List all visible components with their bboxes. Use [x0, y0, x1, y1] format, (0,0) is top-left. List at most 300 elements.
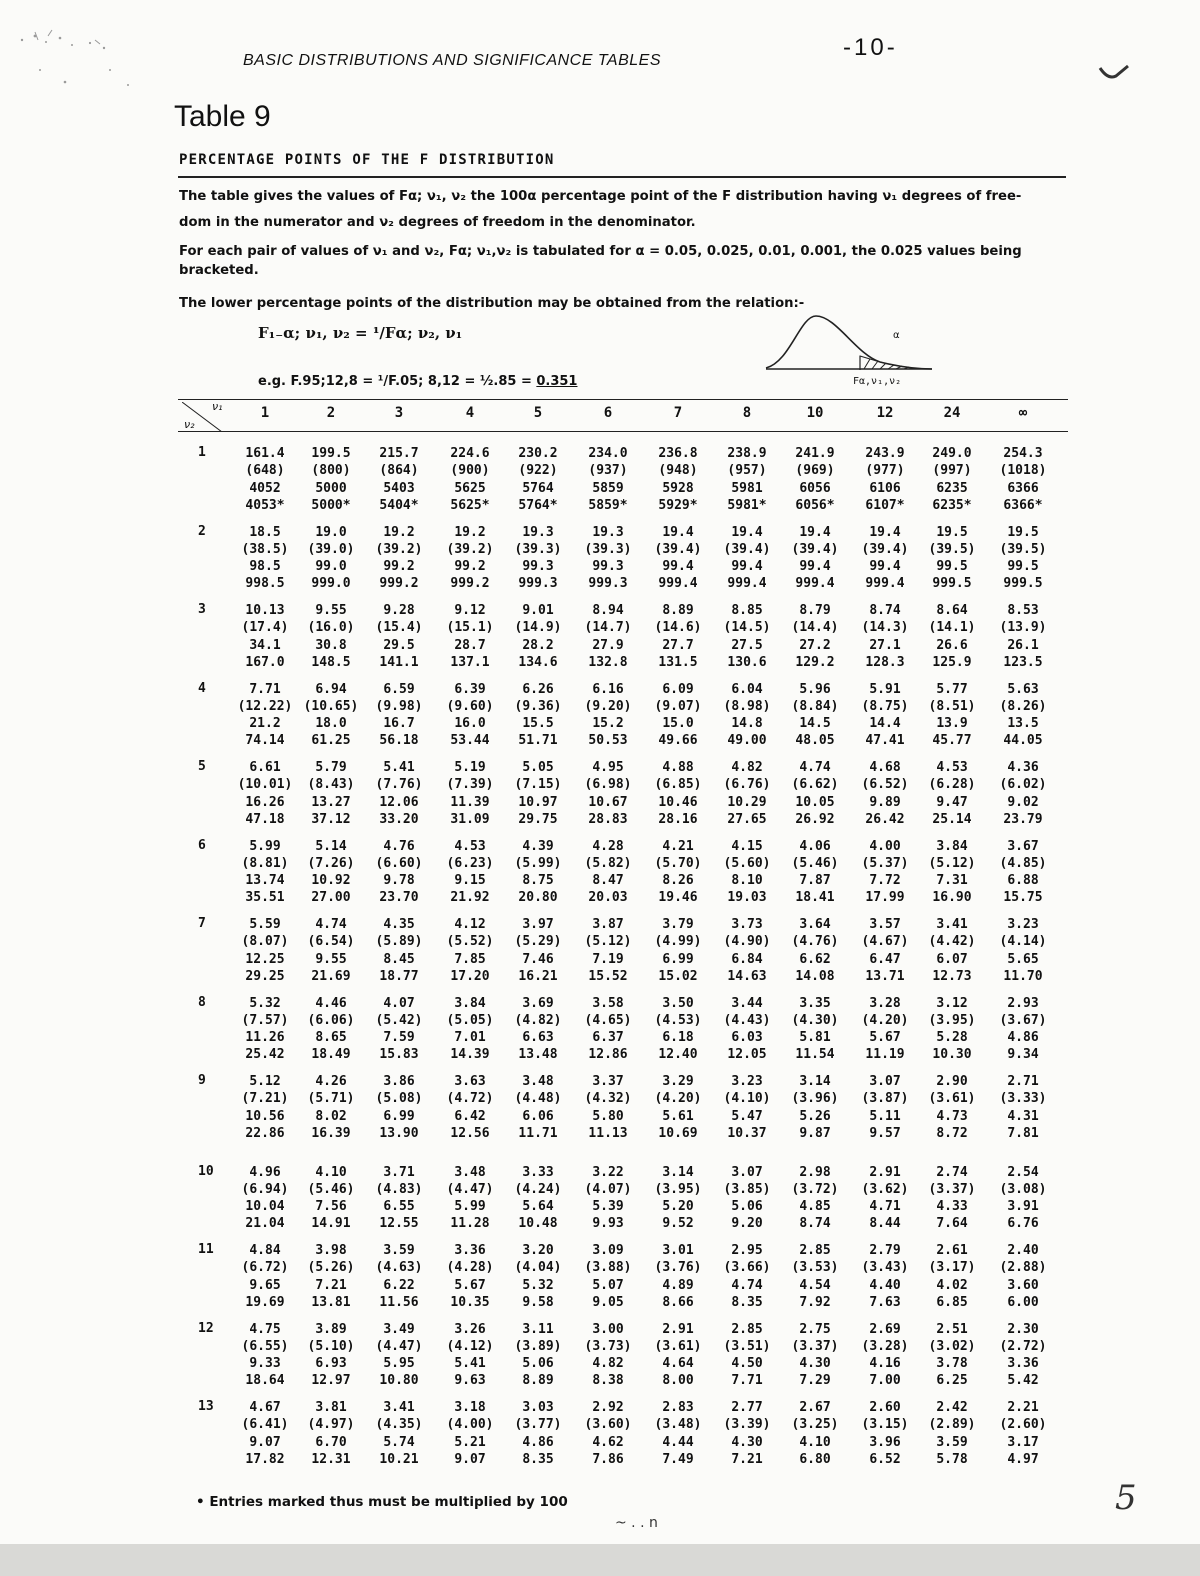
- value-alpha-0025: (977): [865, 463, 905, 479]
- value-alpha-005: 4.53: [454, 838, 486, 854]
- value-alpha-0001: 8.89: [522, 1373, 554, 1389]
- value-alpha-0001: 14.63: [727, 968, 767, 984]
- row-label-nu2: 6: [198, 837, 206, 853]
- value-alpha-001: 5.47: [731, 1108, 763, 1124]
- value-alpha-005: 4.07: [383, 995, 415, 1011]
- table-row-block: [178, 916, 1068, 988]
- value-alpha-0025: (5.46): [791, 855, 839, 871]
- value-alpha-0025: (7.21): [241, 1091, 289, 1107]
- row-label-nu2: 4: [198, 680, 206, 696]
- value-alpha-005: 241.9: [795, 446, 835, 461]
- table-cell: [711, 445, 783, 514]
- table-cell: [434, 1321, 506, 1390]
- value-alpha-0001: 8.66: [662, 1294, 694, 1310]
- value-alpha-001: 6.62: [799, 951, 831, 967]
- row-label-nu2: 12: [198, 1320, 214, 1336]
- value-alpha-001: 5.20: [662, 1199, 694, 1215]
- pencil-scribble: ~ . . n: [615, 1515, 658, 1531]
- value-alpha-005: 19.4: [662, 524, 694, 540]
- value-alpha-001: 5625: [454, 480, 486, 496]
- value-alpha-0001: 999.2: [379, 576, 419, 592]
- table-cell: [434, 1073, 506, 1142]
- value-alpha-001: 99.4: [869, 559, 901, 575]
- value-alpha-001: 29.5: [383, 637, 415, 653]
- value-alpha-0025: (4.00): [446, 1417, 494, 1433]
- table-cell: [572, 995, 644, 1064]
- value-alpha-0025: (4.12): [446, 1338, 494, 1354]
- value-alpha-0001: 19.03: [727, 890, 767, 906]
- row-label-nu2: 13: [198, 1399, 214, 1414]
- table-cell: [916, 759, 988, 828]
- value-alpha-005: 2.30: [1007, 1321, 1039, 1337]
- table-cell: [434, 1399, 506, 1468]
- row-label-nu2: 1: [198, 445, 206, 460]
- table-cell: [502, 759, 574, 828]
- value-alpha-0001: 19.46: [658, 890, 698, 906]
- table-cell: [295, 1073, 367, 1142]
- value-alpha-001: 14.8: [731, 716, 763, 732]
- value-alpha-0001: 13.48: [518, 1047, 558, 1063]
- value-alpha-0025: (2.89): [928, 1417, 976, 1433]
- value-alpha-0025: (7.76): [375, 777, 423, 793]
- value-alpha-005: 5.05: [522, 760, 554, 775]
- table-cell: [363, 838, 435, 907]
- value-alpha-0001: 5000*: [311, 497, 351, 513]
- table-cell: [711, 759, 783, 828]
- table-cell: [572, 1073, 644, 1142]
- table-row-block: [178, 1164, 1068, 1236]
- value-alpha-0001: 6366*: [1003, 497, 1043, 513]
- value-alpha-0025: (4.24): [514, 1181, 562, 1197]
- value-alpha-005: 4.75: [249, 1321, 281, 1337]
- table-cell: [572, 524, 644, 593]
- value-alpha-005: 3.41: [383, 1400, 415, 1415]
- table-cell: [642, 524, 714, 593]
- table-cell: [779, 838, 851, 907]
- value-alpha-001: 4.86: [522, 1434, 554, 1450]
- value-alpha-001: 4.71: [869, 1199, 901, 1215]
- table-cell: [849, 916, 921, 985]
- value-alpha-0001: 28.16: [658, 811, 698, 827]
- table-cell: [572, 602, 644, 671]
- value-alpha-0025: (3.43): [861, 1260, 909, 1276]
- value-alpha-001: 4.82: [592, 1356, 624, 1372]
- value-alpha-0025: (6.02): [999, 777, 1047, 793]
- value-alpha-0001: 44.05: [1003, 733, 1043, 749]
- value-alpha-001: 8.45: [383, 951, 415, 967]
- value-alpha-005: 3.41: [936, 917, 968, 932]
- value-alpha-001: 11.39: [450, 794, 490, 810]
- value-alpha-0001: 10.35: [450, 1294, 490, 1310]
- value-alpha-005: 4.84: [249, 1243, 281, 1258]
- value-alpha-001: 10.97: [518, 794, 558, 810]
- value-alpha-0025: (3.37): [791, 1338, 839, 1354]
- value-alpha-001: 5.65: [1007, 951, 1039, 967]
- table-cell: [987, 916, 1059, 985]
- table-cell: [502, 1399, 574, 1468]
- value-alpha-0001: 5929*: [658, 497, 698, 513]
- value-alpha-001: 5.95: [383, 1356, 415, 1372]
- value-alpha-0025: (4.47): [375, 1338, 423, 1354]
- value-alpha-0025: (4.30): [791, 1012, 839, 1028]
- value-alpha-005: 3.01: [662, 1243, 694, 1258]
- column-header: 6: [603, 405, 613, 421]
- value-alpha-001: 34.1: [249, 637, 281, 653]
- value-alpha-001: 4.33: [936, 1199, 968, 1215]
- value-alpha-005: 4.46: [315, 995, 347, 1011]
- row-label-nu2: 8: [198, 994, 206, 1010]
- value-alpha-005: 19.2: [383, 524, 415, 540]
- value-alpha-0001: 11.70: [1003, 968, 1043, 984]
- value-alpha-0025: (39.4): [791, 541, 839, 557]
- value-alpha-0001: 16.90: [932, 890, 972, 906]
- table-cell: [987, 995, 1059, 1064]
- table-cell: [987, 838, 1059, 907]
- table-cell: [642, 759, 714, 828]
- value-alpha-0001: 10.21: [379, 1451, 419, 1467]
- table-cell: [711, 1321, 783, 1390]
- value-alpha-001: 13.9: [936, 716, 968, 732]
- value-alpha-005: 3.84: [454, 995, 486, 1011]
- value-alpha-0001: 7.64: [936, 1216, 968, 1232]
- table-row-block: [178, 1073, 1068, 1145]
- value-alpha-005: 8.74: [869, 603, 901, 618]
- value-alpha-005: 5.79: [315, 760, 347, 775]
- table-cell: [434, 524, 506, 593]
- value-alpha-001: 99.3: [592, 559, 624, 575]
- value-alpha-0001: 10.69: [658, 1125, 698, 1141]
- value-alpha-0025: (4.90): [723, 934, 771, 950]
- curve-label: Fα,ν₁,ν₂: [853, 376, 902, 387]
- table-row-block: [178, 995, 1068, 1067]
- value-alpha-001: 5764: [522, 480, 554, 496]
- table-cell: [987, 759, 1059, 828]
- table-row-block: [178, 1242, 1068, 1314]
- value-alpha-0001: 17.99: [865, 890, 905, 906]
- value-alpha-0025: (6.06): [307, 1012, 355, 1028]
- value-alpha-0025: (5.12): [584, 934, 632, 950]
- value-alpha-005: 3.14: [799, 1074, 831, 1089]
- value-alpha-0001: 998.5: [245, 576, 285, 592]
- table-cell: [229, 1321, 301, 1390]
- value-alpha-0025: (2.72): [999, 1338, 1047, 1354]
- value-alpha-0001: 8.72: [936, 1125, 968, 1141]
- value-alpha-0001: 123.5: [1003, 654, 1043, 670]
- section-heading: PERCENTAGE POINTS OF THE F DISTRIBUTION: [179, 152, 555, 168]
- value-alpha-001: 7.19: [592, 951, 624, 967]
- value-alpha-0001: 10.48: [518, 1216, 558, 1232]
- value-alpha-0001: 999.4: [727, 576, 767, 592]
- table-cell: [434, 759, 506, 828]
- value-alpha-001: 5.67: [454, 1277, 486, 1293]
- value-alpha-0001: 999.0: [311, 576, 351, 592]
- table-cell: [642, 1073, 714, 1142]
- value-alpha-001: 5.11: [869, 1108, 901, 1124]
- table-cell: [363, 1073, 435, 1142]
- value-alpha-0001: 5.42: [1007, 1373, 1039, 1389]
- value-alpha-001: 14.5: [799, 716, 831, 732]
- value-alpha-001: 4.89: [662, 1277, 694, 1293]
- value-alpha-005: 9.28: [383, 603, 415, 618]
- example-text: e.g. F.95;12,8 = ¹/F.05; 8,12 = ½.85 =: [258, 374, 537, 389]
- value-alpha-001: 27.5: [731, 637, 763, 653]
- value-alpha-005: 3.26: [454, 1321, 486, 1337]
- table-cell: [849, 759, 921, 828]
- value-alpha-0025: (3.67): [999, 1012, 1047, 1028]
- value-alpha-0001: 11.54: [795, 1047, 835, 1063]
- table-cell: [987, 524, 1059, 593]
- value-alpha-001: 99.2: [383, 559, 415, 575]
- value-alpha-0025: (5.37): [861, 855, 909, 871]
- value-alpha-001: 12.25: [245, 951, 285, 967]
- table-cell: [711, 916, 783, 985]
- value-alpha-005: 6.04: [731, 681, 763, 697]
- value-alpha-001: 5.41: [454, 1356, 486, 1372]
- value-alpha-0025: (8.81): [241, 855, 289, 871]
- value-alpha-0025: (14.4): [791, 620, 839, 636]
- value-alpha-001: 7.46: [522, 951, 554, 967]
- value-alpha-005: 3.64: [799, 917, 831, 932]
- table-row-block: [178, 759, 1068, 831]
- value-alpha-001: 7.72: [869, 873, 901, 889]
- table-cell: [363, 1399, 435, 1468]
- value-alpha-005: 19.0: [315, 524, 347, 540]
- value-alpha-0001: 31.09: [450, 811, 490, 827]
- value-alpha-0001: 9.52: [662, 1216, 694, 1232]
- value-alpha-0001: 132.8: [588, 654, 628, 670]
- value-alpha-005: 5.14: [315, 838, 347, 854]
- table-cell: [363, 602, 435, 671]
- table-cell: [502, 916, 574, 985]
- value-alpha-0025: (4.82): [514, 1012, 562, 1028]
- column-header: 2: [326, 405, 336, 421]
- column-header: 1: [260, 405, 270, 421]
- value-alpha-0025: (6.52): [861, 777, 909, 793]
- value-alpha-001: 15.2: [592, 716, 624, 732]
- value-alpha-0001: 51.71: [518, 733, 558, 749]
- table-cell: [711, 681, 783, 750]
- column-header: 12: [876, 405, 894, 421]
- value-alpha-0025: (39.2): [375, 541, 423, 557]
- value-alpha-0001: 14.08: [795, 968, 835, 984]
- value-alpha-0025: (957): [727, 463, 767, 479]
- value-alpha-005: 2.69: [869, 1321, 901, 1337]
- value-alpha-0001: 50.53: [588, 733, 628, 749]
- value-alpha-0025: (39.4): [654, 541, 702, 557]
- value-alpha-0025: (5.26): [307, 1260, 355, 1276]
- table-cell: [363, 681, 435, 750]
- value-alpha-005: 2.75: [799, 1321, 831, 1337]
- value-alpha-0001: 5859*: [588, 497, 628, 513]
- value-alpha-0001: 6107*: [865, 497, 905, 513]
- value-alpha-0025: (14.6): [654, 620, 702, 636]
- value-alpha-001: 5.67: [869, 1030, 901, 1046]
- value-alpha-005: 3.36: [454, 1243, 486, 1258]
- table-cell: [434, 916, 506, 985]
- value-alpha-0025: (7.26): [307, 855, 355, 871]
- value-alpha-0025: (4.63): [375, 1260, 423, 1276]
- table-cell: [916, 1073, 988, 1142]
- value-alpha-0001: 9.34: [1007, 1047, 1039, 1063]
- value-alpha-001: 18.0: [315, 716, 347, 732]
- value-alpha-005: 5.91: [869, 681, 901, 697]
- table-cell: [916, 1321, 988, 1390]
- table-cell: [711, 995, 783, 1064]
- value-alpha-001: 6.06: [522, 1108, 554, 1124]
- value-alpha-005: 249.0: [932, 446, 972, 461]
- value-alpha-001: 8.75: [522, 873, 554, 889]
- value-alpha-001: 5.81: [799, 1030, 831, 1046]
- value-alpha-0001: 18.49: [311, 1047, 351, 1063]
- value-alpha-005: 230.2: [518, 446, 558, 461]
- value-alpha-0025: (5.52): [446, 934, 494, 950]
- value-alpha-001: 13.27: [311, 794, 351, 810]
- value-alpha-005: 161.4: [245, 446, 285, 461]
- page-number: -10-: [843, 34, 898, 61]
- value-alpha-005: 3.03: [522, 1400, 554, 1415]
- value-alpha-001: 3.91: [1007, 1199, 1039, 1215]
- value-alpha-0025: (5.10): [307, 1338, 355, 1354]
- value-alpha-0001: 16.21: [518, 968, 558, 984]
- value-alpha-0001: 49.00: [727, 733, 767, 749]
- value-alpha-0001: 148.5: [311, 654, 351, 670]
- table-cell: [916, 1399, 988, 1468]
- column-header: 5: [533, 405, 543, 421]
- value-alpha-0001: 999.4: [658, 576, 698, 592]
- value-alpha-005: 3.50: [662, 995, 694, 1011]
- value-alpha-001: 13.74: [245, 873, 285, 889]
- table-cell: [642, 1242, 714, 1311]
- value-alpha-0001: 6.00: [1007, 1294, 1039, 1310]
- value-alpha-0001: 130.6: [727, 654, 767, 670]
- value-alpha-005: 3.58: [592, 995, 624, 1011]
- value-alpha-0001: 7.63: [869, 1294, 901, 1310]
- value-alpha-005: 19.5: [1007, 524, 1039, 540]
- value-alpha-005: 4.82: [731, 760, 763, 775]
- value-alpha-005: 3.84: [936, 838, 968, 854]
- scan-smudge: [10, 10, 150, 120]
- value-alpha-0025: (5.46): [307, 1181, 355, 1197]
- value-alpha-0025: (15.4): [375, 620, 423, 636]
- value-alpha-005: 4.15: [731, 838, 763, 854]
- value-alpha-0025: (3.48): [654, 1417, 702, 1433]
- value-alpha-005: 2.40: [1007, 1243, 1039, 1258]
- value-alpha-0001: 5404*: [379, 497, 419, 513]
- value-alpha-0025: (5.71): [307, 1091, 355, 1107]
- value-alpha-005: 2.83: [662, 1400, 694, 1415]
- value-alpha-0001: 6.80: [799, 1451, 831, 1467]
- value-alpha-0025: (3.76): [654, 1260, 702, 1276]
- heading-rule: [178, 176, 1066, 178]
- table-cell: [434, 838, 506, 907]
- curve-alpha-label: α: [893, 330, 900, 341]
- value-alpha-0001: 15.83: [379, 1047, 419, 1063]
- value-alpha-0025: (8.26): [999, 698, 1047, 714]
- value-alpha-0001: 19.69: [245, 1294, 285, 1310]
- value-alpha-0001: 15.02: [658, 968, 698, 984]
- table-cell: [295, 995, 367, 1064]
- row-label-nu2: 7: [198, 916, 206, 931]
- table-cell: [987, 602, 1059, 671]
- table-cell: [779, 602, 851, 671]
- table-cell: [229, 681, 301, 750]
- value-alpha-005: 6.09: [662, 681, 694, 697]
- value-alpha-001: 99.5: [936, 559, 968, 575]
- value-alpha-005: 19.3: [592, 524, 624, 540]
- value-alpha-005: 3.73: [731, 917, 763, 932]
- value-alpha-0025: (3.33): [999, 1091, 1047, 1107]
- table-cell: [849, 995, 921, 1064]
- value-alpha-0025: (4.48): [514, 1091, 562, 1107]
- table-cell: [849, 445, 921, 514]
- value-alpha-0001: 45.77: [932, 733, 972, 749]
- value-alpha-0001: 18.77: [379, 968, 419, 984]
- value-alpha-005: 3.89: [315, 1321, 347, 1337]
- value-alpha-001: 5.61: [662, 1108, 694, 1124]
- column-header: 10: [806, 405, 824, 421]
- value-alpha-005: 4.67: [249, 1400, 281, 1415]
- value-alpha-001: 4.16: [869, 1356, 901, 1372]
- value-alpha-0001: 9.05: [592, 1294, 624, 1310]
- table-cell: [363, 995, 435, 1064]
- value-alpha-0001: 28.83: [588, 811, 628, 827]
- table-cell: [849, 524, 921, 593]
- value-alpha-005: 3.98: [315, 1243, 347, 1258]
- value-alpha-001: 7.85: [454, 951, 486, 967]
- table-cell: [779, 995, 851, 1064]
- value-alpha-005: 4.96: [249, 1164, 281, 1180]
- value-alpha-001: 4.54: [799, 1277, 831, 1293]
- value-alpha-005: 2.42: [936, 1400, 968, 1415]
- value-alpha-0025: (648): [245, 463, 285, 479]
- table-cell: [711, 602, 783, 671]
- value-alpha-0001: 13.81: [311, 1294, 351, 1310]
- value-alpha-001: 3.96: [869, 1434, 901, 1450]
- value-alpha-005: 3.97: [522, 917, 554, 932]
- value-alpha-005: 5.32: [249, 995, 281, 1011]
- value-alpha-001: 4.64: [662, 1356, 694, 1372]
- value-alpha-005: 4.88: [662, 760, 694, 775]
- value-alpha-005: 2.54: [1007, 1164, 1039, 1180]
- value-alpha-001: 12.06: [379, 794, 419, 810]
- intro-line-4: bracketed.: [179, 263, 259, 278]
- value-alpha-005: 3.23: [731, 1074, 763, 1089]
- value-alpha-0025: (39.3): [514, 541, 562, 557]
- value-alpha-005: 2.91: [869, 1164, 901, 1180]
- value-alpha-005: 2.92: [592, 1400, 624, 1415]
- table-cell: [572, 1242, 644, 1311]
- value-alpha-0025: (4.32): [584, 1091, 632, 1107]
- value-alpha-0025: (4.85): [999, 855, 1047, 871]
- value-alpha-005: 5.41: [383, 760, 415, 775]
- value-alpha-0025: (10.65): [303, 698, 359, 714]
- value-alpha-0001: 61.25: [311, 733, 351, 749]
- value-alpha-001: 4.73: [936, 1108, 968, 1124]
- table-cell: [295, 681, 367, 750]
- value-alpha-001: 7.56: [315, 1199, 347, 1215]
- column-header: 3: [394, 405, 404, 421]
- value-alpha-001: 4.30: [731, 1434, 763, 1450]
- table-cell: [434, 681, 506, 750]
- value-alpha-001: 16.26: [245, 794, 285, 810]
- value-alpha-005: 3.29: [662, 1074, 694, 1089]
- value-alpha-0025: (4.97): [307, 1417, 355, 1433]
- value-alpha-0025: (3.89): [514, 1338, 562, 1354]
- value-alpha-001: 99.4: [662, 559, 694, 575]
- value-alpha-0025: (12.22): [237, 698, 293, 714]
- value-alpha-0025: (4.14): [999, 934, 1047, 950]
- value-alpha-005: 6.94: [315, 681, 347, 697]
